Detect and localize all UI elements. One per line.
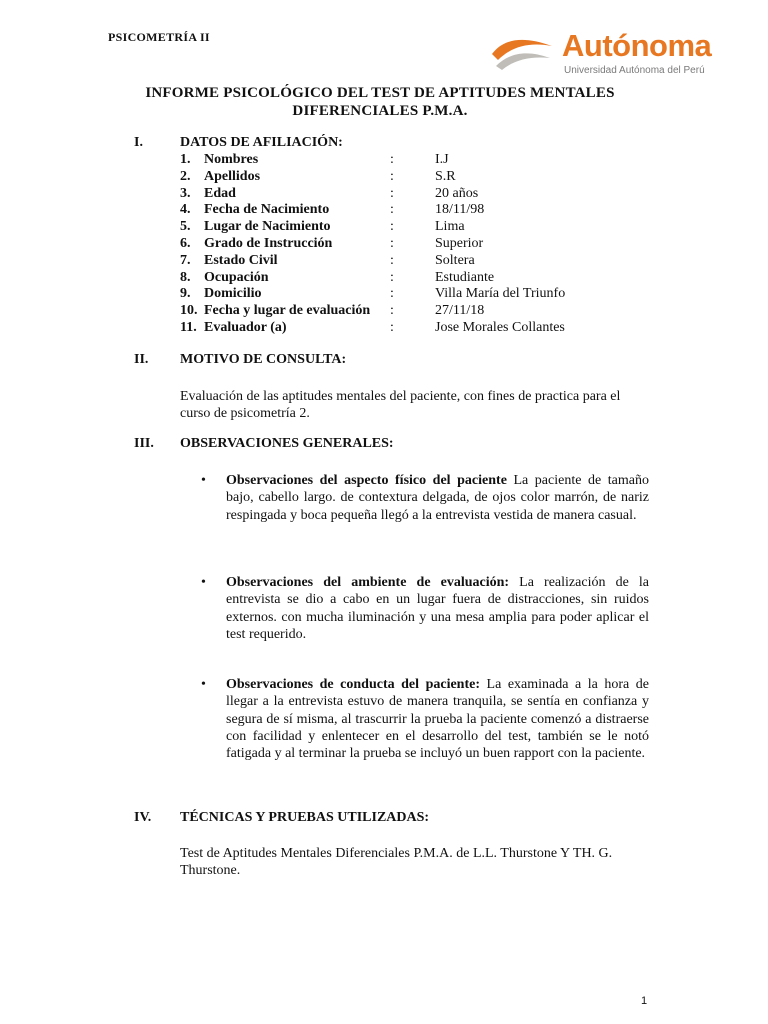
affiliation-number: 6. (180, 235, 191, 251)
bullet-icon: • (201, 473, 206, 488)
affiliation-number: 2. (180, 168, 191, 184)
affiliation-number: 3. (180, 185, 191, 201)
page-number: 1 (641, 995, 648, 1007)
affiliation-key: Fecha y lugar de evaluación (204, 303, 371, 319)
affiliation-colon: : (390, 235, 394, 251)
affiliation-number: 1. (180, 152, 191, 167)
affiliation-colon: : (390, 185, 394, 201)
affiliation-number: 5. (180, 219, 191, 235)
affiliation-key: Grado de Instrucción (204, 235, 333, 251)
tecnicas-paragraph: Test de Aptitudes Mentales Diferenciales P.M.A. de L.L. Thurstone Y TH. G. Thurstone. (180, 846, 613, 878)
section-number: IV. (134, 810, 152, 825)
observation-text: La examinada a la hora de llegar a la entrevista estuvo de manera tranquila, se sentía en confianza y segura de sí misma, al trascurrir la prueba la paciente comenzó a distraerse con facilidad y enlentecer en el desarrollo del test, también se le notó fatigada y al terminar la prueba se incluyó un buen rapport con la paciente. (226, 677, 649, 762)
logo-subtitle: Universidad Autónoma del Perú (564, 65, 705, 76)
affiliation-number: 10. (180, 303, 198, 319)
logo-name: Autónoma (562, 28, 712, 63)
affiliation-value: 18/11/98 (435, 202, 485, 218)
university-logo-icon (490, 32, 556, 72)
affiliation-value: 27/11/18 (435, 303, 485, 319)
observation-heading: Observaciones de conducta del paciente: (226, 677, 480, 692)
affiliation-key: Domicilio (204, 286, 262, 302)
affiliation-number: 4. (180, 202, 191, 218)
affiliation-key: Evaluador (a) (204, 319, 287, 335)
affiliation-colon: : (390, 168, 394, 184)
affiliation-value: Superior (435, 235, 484, 251)
affiliation-colon: : (390, 219, 394, 235)
affiliation-key: Estado Civil (204, 252, 278, 268)
affiliation-key: Ocupación (204, 269, 269, 285)
affiliation-value: 20 años (435, 185, 479, 201)
observation-item (201, 472, 649, 524)
affiliation-number: 8. (180, 269, 191, 285)
title-line-2: DIFERENCIALES P.M.A. (292, 103, 468, 119)
bullet-icon: • (201, 677, 206, 692)
affiliation-number: 7. (180, 252, 191, 268)
affiliation-key: Lugar de Nacimiento (204, 219, 331, 235)
affiliation-value: Soltera (435, 252, 475, 268)
observation-item (201, 574, 649, 643)
affiliation-value: Jose Morales Collantes (435, 319, 565, 335)
observation-heading: Observaciones del ambiente de evaluación: (226, 575, 510, 590)
section-number: II. (134, 352, 149, 367)
observation-item (201, 676, 649, 762)
affiliation-value: S.R (435, 168, 456, 184)
university-logo (490, 28, 710, 84)
section-number: III. (134, 436, 154, 451)
observation-text: La realización de la entrevista se dio a cabo en un lugar fuera de distracciones, sin ruidos externos. con mucha iluminación y una mesa amplia para poder aplicar el test requerido. (226, 575, 649, 642)
document-title (130, 84, 630, 120)
section-label: MOTIVO DE CONSULTA: (180, 352, 347, 367)
affiliation-colon: : (390, 286, 394, 302)
observation-text: La paciente de tamaño bajo, cabello largo. de contextura delgada, de ojos color marrón, de nariz respingada y boca pequeña llegó a la entrevista vestida de manera casual. (226, 473, 649, 523)
title-line-1: INFORME PSICOLÓGICO DEL TEST DE APTITUDES MENTALES (145, 85, 615, 101)
motivo-paragraph: Evaluación de las aptitudes mentales del paciente, con fines de practica para el curso de psicometría 2. (180, 389, 621, 421)
affiliation-colon: : (390, 303, 394, 319)
affiliation-key: Apellidos (204, 168, 261, 184)
affiliation-colon: : (390, 152, 394, 167)
affiliation-number: 11. (180, 319, 197, 335)
affiliation-value: I.J (435, 152, 449, 167)
section-number: I. (134, 135, 143, 150)
affiliation-key: Nombres (204, 152, 259, 167)
affiliation-colon: : (390, 319, 394, 335)
affiliation-number: 9. (180, 286, 191, 302)
affiliation-colon: : (390, 252, 394, 268)
header-course: PSICOMETRÍA II (108, 30, 210, 44)
affiliation-value: Lima (435, 219, 465, 235)
section-label: DATOS DE AFILIACIÓN: (180, 135, 343, 150)
affiliation-value: Estudiante (435, 269, 495, 285)
observation-heading: Observaciones del aspecto físico del paciente (226, 473, 507, 488)
affiliation-colon: : (390, 202, 394, 218)
section-label: OBSERVACIONES GENERALES: (180, 436, 394, 451)
affiliation-value: Villa María del Triunfo (435, 286, 566, 302)
affiliation-colon: : (390, 269, 394, 285)
affiliation-key: Edad (204, 185, 236, 201)
affiliation-key: Fecha de Nacimiento (204, 202, 330, 218)
section-label: TÉCNICAS Y PRUEBAS UTILIZADAS: (180, 810, 430, 825)
bullet-icon: • (201, 575, 206, 590)
